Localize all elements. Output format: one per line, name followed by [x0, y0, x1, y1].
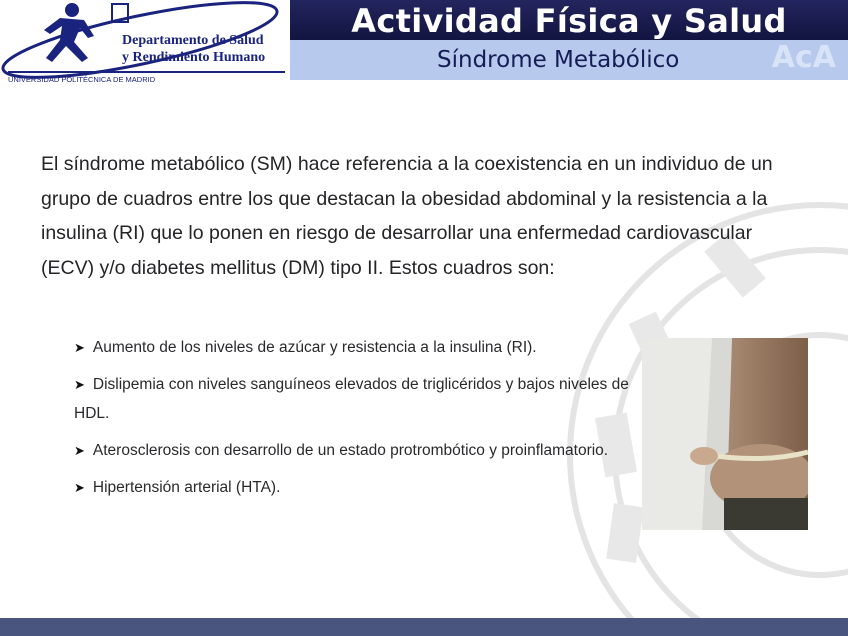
logo-area: [0, 0, 290, 86]
arrow-bullet-icon: ➤: [74, 443, 85, 458]
aca-watermark: AcA: [771, 40, 836, 75]
slide-subtitle: Síndrome Metabólico: [437, 47, 680, 73]
bullet-text: Aterosclerosis con desarrollo de un estado protrombótico y proinflamatorio.: [92, 442, 609, 459]
bullet-item: [74, 370, 649, 428]
bullet-text: Dislipemia con niveles sanguíneos elevados de triglicéridos y bajos niveles de HDL.: [74, 376, 629, 422]
intro-paragraph: El síndrome metabólico (SM) hace referencia a la coexistencia en un individuo de un grupo de cuadros entre los que destacan la obesidad abdominal y la resistencia a la insulina (RI) que lo ponen en riesgo de desarrollar una enfermedad cardiovascular (ECV) y/o diabetes mellitus (DM) tipo II. Estos cuadros son:: [41, 153, 773, 279]
bullet-item: [74, 436, 649, 465]
bullet-text: Aumento de los niveles de azúcar y resistencia a la insulina (RI).: [92, 339, 537, 356]
dept-line-1: Departamento de Salud: [122, 33, 264, 48]
arrow-bullet-icon: ➤: [74, 340, 85, 355]
slide-title: Actividad Física y Salud: [290, 0, 848, 40]
bullet-item: [74, 333, 649, 362]
dept-line-2: y Rendimiento Humano: [122, 50, 266, 65]
bullet-text: Hipertensión arterial (HTA).: [92, 479, 281, 496]
arrow-bullet-icon: ➤: [74, 480, 85, 495]
waist-measurement-photo: [642, 338, 808, 530]
bullet-list: [74, 333, 649, 510]
subtitle-band: [290, 40, 848, 80]
bullet-item: [74, 473, 649, 502]
arrow-bullet-icon: ➤: [74, 377, 85, 392]
university-name: UNIVERSIDAD POLITÉCNICA DE MADRID: [8, 75, 156, 84]
footer-bar: [0, 618, 848, 636]
